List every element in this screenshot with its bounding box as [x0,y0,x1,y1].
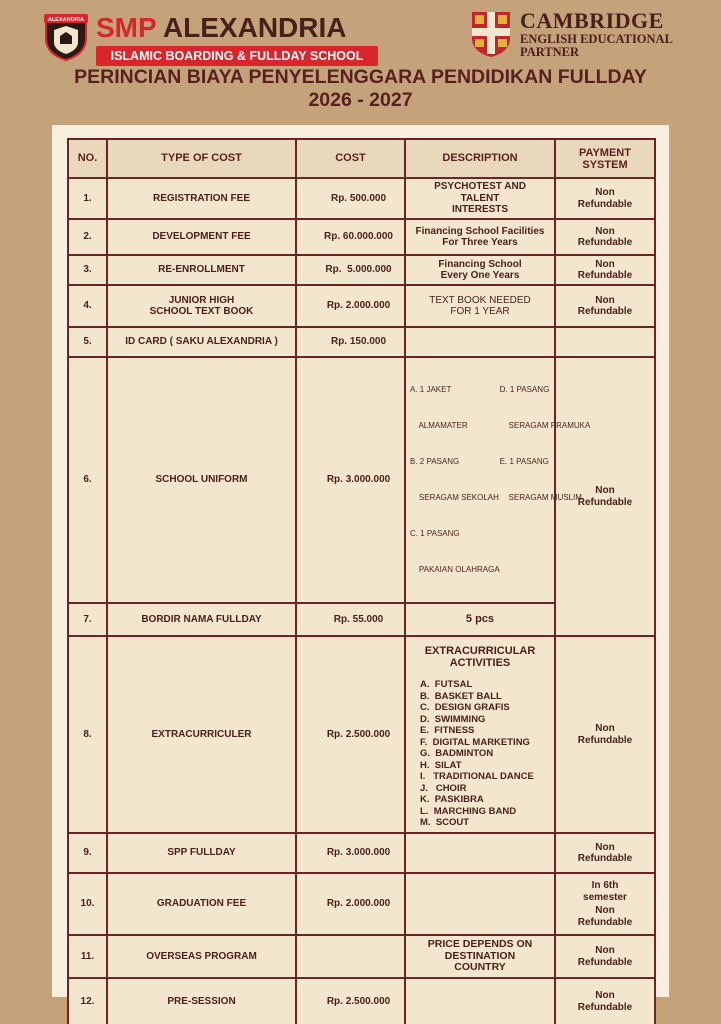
page-title-line1: PERINCIAN BIAYA PENYELENGGARA PENDIDIKAN FULLDAY [74,66,647,88]
list-item: PAKAIAN OLAHRAGA [410,565,500,574]
header-cost: COST [296,139,405,178]
header-description: DESCRIPTION [405,139,555,178]
list-item: C. 1 PASANG [410,529,460,538]
row-desc [405,636,555,833]
list-item: D. 1 PASANG [499,385,550,394]
table-row [68,833,655,873]
row-pay: Non Refundable [577,905,633,928]
list-item: H. SILAT [420,759,462,771]
row-type: GRADUATION FEE [107,873,296,935]
page-title [0,66,721,112]
table-row [68,178,655,219]
row-pay: Non Refundable [555,833,655,873]
row-cost: Rp. 500.000 [296,178,405,219]
cambridge-crest-icon [470,10,512,58]
row-pay: Non Refundable [555,978,655,1024]
uniform-left-col [410,360,500,600]
row-desc: 5 pcs [405,603,555,636]
row-desc: TEXT BOOK NEEDED FOR 1 YEAR [405,285,555,327]
payment-multi [570,880,640,928]
row-cost [296,935,405,978]
list-item: J. CHOIR [420,782,467,794]
table-header-row [68,139,655,178]
row-no: 10. [68,873,107,935]
table-row [68,935,655,978]
table-row [68,285,655,327]
list-item: A. FUTSAL [420,679,473,690]
list-item: ALMAMATER [410,421,468,430]
cambridge-logo [470,10,700,62]
row-type: ID CARD ( SAKU ALEXANDRIA ) [107,327,296,357]
row-type: PRE-SESSION [107,978,296,1024]
list-item: C. DESIGN GRAFIS [420,702,510,713]
row-desc: PSYCHOTEST AND TALENT INTERESTS [405,178,555,219]
row-pay [555,327,655,357]
list-item: G. BADMINTON [420,748,494,759]
list-item: B. 2 PASANG [410,457,460,466]
uniform-list [406,358,591,602]
list-item: L. MARCHING BAND [420,805,517,817]
list-item: E. FITNESS [420,725,475,736]
row-cost: Rp. 55.000 [296,603,405,636]
row-desc [405,327,555,357]
extracurricular-list [406,679,554,829]
row-cost: Rp. 60.000.000 [296,219,405,255]
list-item: I. TRADITIONAL DANCE [420,771,534,782]
row-pay: Non Refundable [555,178,655,219]
row-pay: Non Refundable [555,935,655,978]
row-cost: Rp. 150.000 [296,327,405,357]
table-row [68,636,655,833]
list-item: F. DIGITAL MARKETING [420,736,530,748]
row-cost: Rp. 3.000.000 [296,833,405,873]
row-desc: Financing School Every One Years [405,255,555,285]
row-type: DEVELOPMENT FEE [107,219,296,255]
row-pay: Non Refundable [555,357,655,636]
row-no: 12. [68,978,107,1024]
row-no: 3. [68,255,107,285]
table-row [68,219,655,255]
list-item: M. SCOUT [420,817,470,828]
row-type: JUNIOR HIGH SCHOOL TEXT BOOK [107,285,296,327]
list-item: SERAGAM MUSLIM [499,493,582,502]
row-type: SCHOOL UNIFORM [107,357,296,603]
row-type: REGISTRATION FEE [107,178,296,219]
row-desc [405,833,555,873]
cambridge-line1: ENGLISH EDUCATIONAL [520,32,673,46]
school-subtitle: ISLAMIC BOARDING & FULLDAY SCHOOL [96,46,378,66]
row-cost: Rp. 2.500.000 [296,636,405,833]
header-no: NO. [68,139,107,178]
crest-text: ALEXANDRIA [47,17,85,23]
cambridge-line2: PARTNER [520,45,580,59]
row-no: 1. [68,178,107,219]
table-row [68,873,655,935]
row-no: 2. [68,219,107,255]
row-type: SPP FULLDAY [107,833,296,873]
row-pay: Non Refundable [555,636,655,833]
row-pay-cell [555,873,655,935]
row-pay: Non Refundable [555,255,655,285]
school-logo [40,10,380,62]
header-type: TYPE OF COST [107,139,296,178]
school-crest-icon [40,10,92,62]
row-desc [405,978,555,1024]
row-type: EXTRACURRICULER [107,636,296,833]
school-name-smp: SMP [96,12,157,43]
row-type: BORDIR NAMA FULLDAY [107,603,296,636]
table-row [68,255,655,285]
table-row [68,327,655,357]
row-desc [405,873,555,935]
list-item: K. PASKIBRA [420,794,484,805]
page-title-year: 2026 - 2027 [308,89,413,111]
row-cost: Rp. 2.500.000 [296,978,405,1024]
list-item: E. 1 PASANG [499,457,549,466]
list-item: SERAGAM PRAMUKA [499,421,591,430]
row-pay: Non Refundable [555,285,655,327]
school-name [96,14,346,42]
cost-table [67,138,656,1024]
list-item: B. BASKET BALL [420,690,502,702]
row-cost: Rp. 2.000.000 [296,873,405,935]
row-cost: Rp. 3.000.000 [296,357,405,603]
row-no: 8. [68,636,107,833]
row-cost: Rp. 5.000.000 [296,255,405,285]
row-no: 5. [68,327,107,357]
table-row [68,978,655,1024]
row-desc: PRICE DEPENDS ON DESTINATION COUNTRY [405,935,555,978]
list-item: SERAGAM SEKOLAH [410,493,499,502]
row-no: 6. [68,357,107,603]
row-cost: Rp. 2.000.000 [296,285,405,327]
row-no: 4. [68,285,107,327]
row-no: 9. [68,833,107,873]
list-item: A. 1 JAKET [410,385,452,394]
school-name-alexandria: ALEXANDRIA [162,12,347,43]
row-no: 7. [68,603,107,636]
uniform-right-col [500,360,591,600]
row-type: RE-ENROLLMENT [107,255,296,285]
row-pay: Non Refundable [555,219,655,255]
header-payment: PAYMENT SYSTEM [555,139,655,178]
extracurricular-title: EXTRACURRICULAR ACTIVITIES [424,645,536,669]
payment-note: In 6th semester [583,880,627,903]
cambridge-name: CAMBRIDGE [520,8,664,33]
row-no: 11. [68,935,107,978]
row-desc: Financing School Facilities For Three Years [405,219,555,255]
row-type: OVERSEAS PROGRAM [107,935,296,978]
row-desc [405,357,591,603]
table-row [68,357,655,603]
list-item: D. SWIMMING [420,713,486,725]
